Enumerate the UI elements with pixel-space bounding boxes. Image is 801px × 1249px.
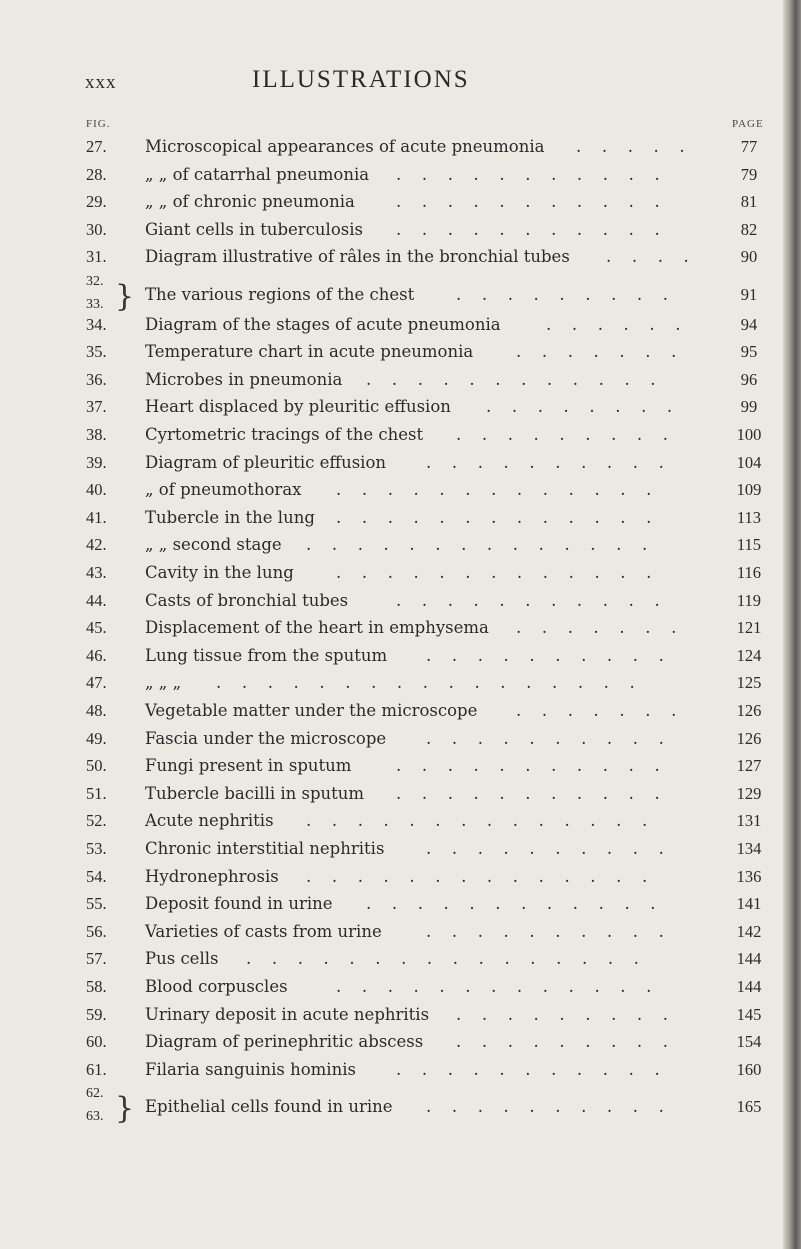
page-number: 127	[736, 756, 762, 776]
figure-number: 51.	[86, 783, 107, 803]
figure-number: 41.	[86, 507, 107, 527]
page-number: 124	[736, 645, 762, 665]
figure-title: Acute nephritis	[145, 811, 274, 831]
list-item	[0, 784, 801, 812]
figure-title: Fungi present in sputum	[145, 756, 352, 776]
list-item	[0, 425, 801, 453]
figure-number: 50.	[86, 756, 107, 776]
figure-title: Epithelial cells found in urine	[145, 1097, 393, 1117]
figure-title: „ „ of chronic pneumonia	[145, 192, 355, 212]
leader-dots: ............	[366, 894, 677, 914]
list-item	[0, 274, 801, 314]
list-item	[0, 247, 801, 275]
leader-dots: ..........	[426, 452, 685, 472]
list-item	[0, 894, 801, 922]
list-item	[0, 1060, 801, 1088]
page-number: 154	[736, 1032, 762, 1052]
figure-title: Diagram of pleuritic effusion	[145, 452, 387, 472]
figure-number: 57.	[86, 949, 107, 969]
list-item	[0, 701, 801, 729]
list-item	[0, 922, 801, 950]
list-item	[0, 1005, 801, 1033]
figure-title: Deposit found in urine	[145, 894, 333, 914]
figure-number: 55.	[86, 894, 107, 914]
figure-title: Pus cells	[145, 949, 219, 969]
figure-number: 54.	[86, 866, 107, 886]
figure-number: 40.	[86, 480, 107, 500]
figure-title: Fascia under the microscope	[145, 728, 387, 748]
brace-icon: }	[115, 1091, 135, 1127]
page-number: 134	[736, 839, 762, 858]
page-number: 79	[740, 164, 758, 184]
figure-number: 60.	[86, 1032, 107, 1052]
page-numeral: xxx	[85, 72, 117, 93]
list-item	[0, 192, 801, 220]
leader-dots: ...........	[396, 192, 681, 212]
figure-number: 56.	[86, 921, 107, 941]
page-number: 129	[736, 783, 762, 803]
leader-dots: ...........	[396, 219, 681, 239]
figure-title: Tubercle in the lung	[145, 507, 315, 527]
figure-title: „ of pneumothorax	[145, 480, 302, 500]
figure-title: Diagram illustrative of râles in the bronchial tubes	[145, 247, 570, 267]
figure-number: 62.	[86, 1086, 104, 1102]
leader-dots: ...........	[396, 756, 681, 776]
column-header-fig: FIG.	[86, 118, 111, 130]
leader-dots: ......	[546, 314, 702, 334]
figure-number: 35.	[86, 342, 107, 362]
leader-dots: ..............	[306, 811, 668, 831]
figure-number: 38.	[86, 425, 107, 444]
leader-dots: .................	[216, 673, 656, 693]
figure-title: Varieties of casts from urine	[145, 921, 382, 941]
figure-number: 63.	[86, 1109, 104, 1125]
list-item	[0, 508, 801, 536]
figure-number: 30.	[86, 219, 107, 239]
page-number: 96	[740, 369, 758, 389]
figure-number: 58.	[86, 977, 107, 996]
list-item	[0, 1086, 801, 1127]
page-number: 90	[740, 247, 758, 267]
figure-number: 45.	[86, 618, 107, 638]
page-number: 99	[740, 397, 758, 417]
figure-number: 52.	[86, 811, 107, 831]
page-number: 131	[736, 811, 762, 831]
list-item	[0, 535, 801, 563]
figure-number: 39.	[86, 452, 107, 472]
figure-title: „ „ of catarrhal pneumonia	[145, 164, 370, 184]
leader-dots: ...........	[396, 1059, 681, 1079]
figure-number: 27.	[86, 137, 107, 156]
figure-number: 47.	[86, 673, 107, 693]
list-item	[0, 977, 801, 1005]
leader-dots: .............	[336, 977, 672, 996]
leader-dots: ..........	[426, 645, 685, 665]
list-item	[0, 563, 801, 591]
leader-dots: .............	[336, 480, 672, 500]
leader-dots: .........	[456, 425, 689, 444]
page-number: 113	[736, 507, 762, 527]
figure-number: 28.	[86, 164, 107, 184]
figure-title: Vegetable matter under the microscope	[145, 701, 478, 720]
list-item	[0, 729, 801, 757]
figure-title: Displacement of the heart in emphysema	[145, 618, 489, 638]
figure-number: 49.	[86, 728, 107, 748]
figure-number: 59.	[86, 1004, 107, 1024]
figure-title: Urinary deposit in acute nephritis	[145, 1004, 430, 1024]
page-number: 126	[736, 701, 762, 720]
figure-number: 33.	[86, 297, 104, 312]
figure-title: Filaria sanguinis hominis	[145, 1059, 356, 1079]
figure-number: 31.	[86, 247, 107, 267]
leader-dots: ...........	[396, 164, 681, 184]
figure-number: 32.	[86, 274, 104, 289]
brace-icon: }	[115, 279, 135, 314]
leader-dots: ..........	[426, 728, 685, 748]
leader-dots: ........	[486, 397, 693, 417]
figure-title: Heart displaced by pleuritic effusion	[145, 397, 451, 417]
page-number: 160	[736, 1059, 762, 1079]
list-item	[0, 839, 801, 867]
list-item	[0, 165, 801, 193]
list-item	[0, 370, 801, 398]
leader-dots: ................	[246, 949, 660, 969]
figure-title: The various regions of the chest	[145, 285, 415, 304]
page-number: 94	[740, 314, 758, 334]
list-item	[0, 867, 801, 895]
figure-title: Hydronephrosis	[145, 866, 279, 886]
list-item	[0, 342, 801, 370]
figure-title: Chronic interstitial nephritis	[145, 839, 385, 858]
figure-number: 53.	[86, 839, 107, 858]
page-number: 100	[736, 425, 762, 444]
page-number: 126	[736, 728, 762, 748]
leader-dots: .........	[456, 1032, 689, 1052]
list-item	[0, 811, 801, 839]
list-item	[0, 397, 801, 425]
leader-dots: ...........	[396, 783, 681, 803]
list-item	[0, 756, 801, 784]
list-item	[0, 315, 801, 343]
list-item	[0, 673, 801, 701]
figure-number: 43.	[86, 563, 107, 582]
figure-number: 44.	[86, 590, 107, 610]
leader-dots: .....	[576, 137, 706, 156]
page-number: 121	[736, 618, 762, 638]
figure-number: 37.	[86, 397, 107, 417]
figure-number: 61.	[86, 1059, 107, 1079]
list-item	[0, 137, 801, 165]
figure-title: Cyrtometric tracings of the chest	[145, 425, 424, 444]
page-number: 104	[736, 452, 762, 472]
page-number: 115	[736, 535, 762, 555]
page-number: 91	[740, 285, 758, 304]
leader-dots: .......	[516, 342, 697, 362]
page-number: 77	[740, 137, 758, 156]
leader-dots: ..............	[306, 535, 668, 555]
page-number: 125	[736, 673, 762, 693]
list-item	[0, 591, 801, 619]
page-number: 144	[736, 977, 762, 996]
page-number: 141	[736, 894, 762, 914]
figure-title: Blood corpuscles	[145, 977, 288, 996]
figure-title: Temperature chart in acute pneumonia	[145, 342, 474, 362]
figure-title: Lung tissue from the sputum	[145, 645, 388, 665]
list-item	[0, 480, 801, 508]
figure-title: Diagram of the stages of acute pneumonia	[145, 314, 501, 334]
list-item	[0, 1032, 801, 1060]
figure-number: 34.	[86, 314, 107, 334]
leader-dots: .........	[456, 1004, 689, 1024]
page-number: 119	[736, 590, 762, 610]
list-item	[0, 949, 801, 977]
figure-title: „ „ second stage	[145, 535, 282, 555]
page-number: 136	[736, 866, 762, 886]
page-number: 109	[736, 480, 762, 500]
figure-number: 29.	[86, 192, 107, 212]
page-number: 144	[736, 949, 762, 969]
leader-dots: .............	[336, 507, 672, 527]
list-item	[0, 618, 801, 646]
figure-title: Microscopical appearances of acute pneumonia	[145, 137, 545, 156]
figure-title: Tubercle bacilli in sputum	[145, 783, 365, 803]
list-item	[0, 453, 801, 481]
leader-dots: ..............	[306, 866, 668, 886]
page-number: 145	[736, 1004, 762, 1024]
leader-dots: .........	[456, 285, 689, 304]
page-number: 165	[736, 1097, 762, 1117]
leader-dots: ...........	[396, 590, 681, 610]
leader-dots: ..........	[426, 921, 685, 941]
page-number: 95	[740, 342, 758, 362]
figure-title: Cavity in the lung	[145, 563, 294, 582]
page-number: 81	[740, 192, 758, 212]
figure-title: Microbes in pneumonia	[145, 369, 343, 389]
leader-dots: .......	[516, 701, 697, 720]
figure-number: 48.	[86, 701, 107, 720]
figure-number: 36.	[86, 369, 107, 389]
column-header-page: PAGE	[732, 118, 764, 130]
leader-dots: .............	[336, 563, 672, 582]
figure-title: Giant cells in tuberculosis	[145, 219, 363, 239]
page-number: 82	[740, 219, 758, 239]
leader-dots: .......	[516, 618, 697, 638]
figure-title: „ „ „	[145, 673, 182, 693]
leader-dots: ..........	[426, 839, 685, 858]
figure-title: Diagram of perinephritic abscess	[145, 1032, 424, 1052]
page-title: ILLUSTRATIONS	[252, 66, 470, 93]
figure-number: 42.	[86, 535, 107, 555]
leader-dots: ............	[366, 369, 677, 389]
figure-number: 46.	[86, 645, 107, 665]
leader-dots: ....	[606, 247, 710, 267]
page-number: 116	[736, 563, 762, 582]
figure-title: Casts of bronchial tubes	[145, 590, 349, 610]
list-item	[0, 220, 801, 248]
leader-dots: ..........	[426, 1097, 685, 1117]
list-item	[0, 646, 801, 674]
page-number: 142	[736, 921, 762, 941]
